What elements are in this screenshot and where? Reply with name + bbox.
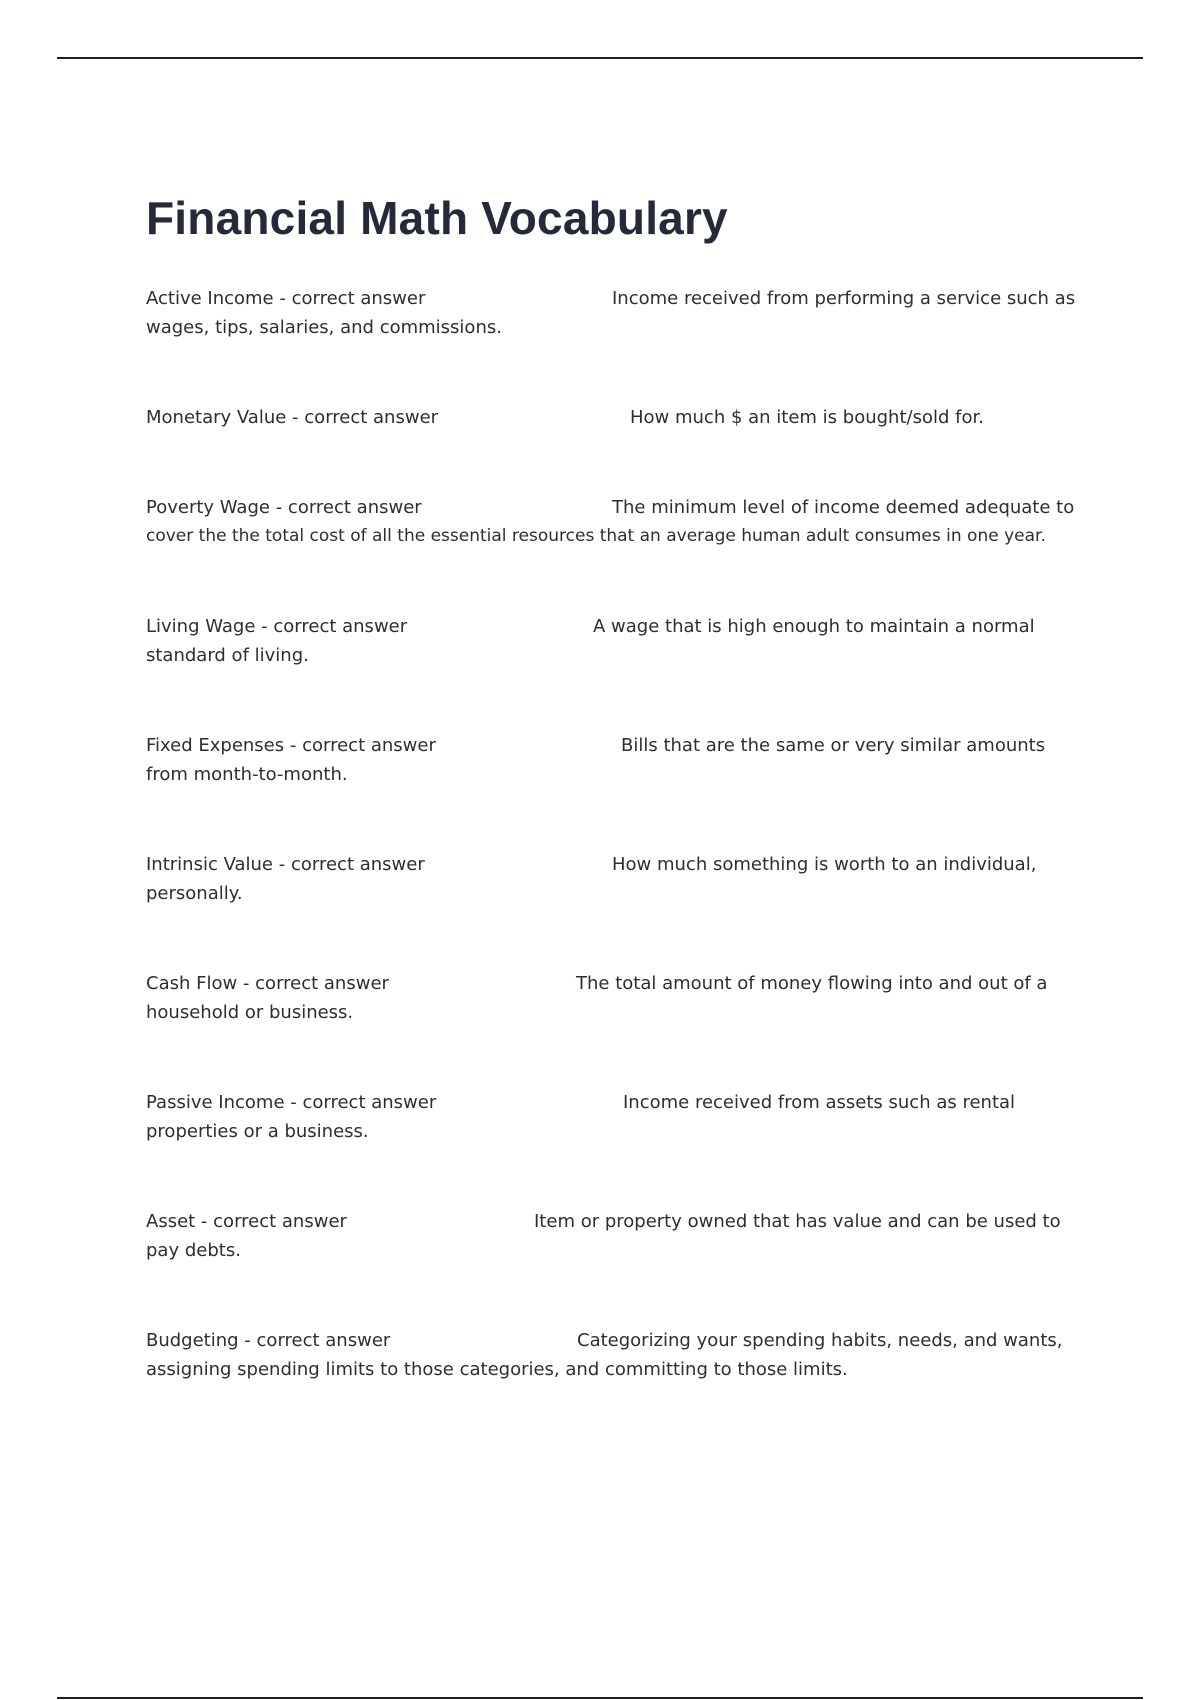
term-separator: - <box>237 973 256 994</box>
answer-label: correct answer <box>302 735 436 756</box>
top-rule <box>57 57 1143 59</box>
definition-first-line: The total amount of money flowing into and out of a <box>576 973 1048 994</box>
term-name: Asset <box>146 1211 196 1232</box>
definition-continuation: standard of living. <box>146 645 309 666</box>
definition-continuation: pay debts. <box>146 1240 241 1261</box>
document-body <box>146 190 1096 1445</box>
term-name: Living Wage <box>146 616 256 637</box>
term-name: Poverty Wage <box>146 497 270 518</box>
term-separator: - <box>238 1330 257 1351</box>
definition-first-line: Income received from performing a service such as <box>612 288 1076 309</box>
term-name: Active Income <box>146 288 274 309</box>
definition-continuation: household or business. <box>146 1002 354 1023</box>
answer-label: correct answer <box>287 497 422 518</box>
definition-continuation: assigning spending limits to those categories, and committing to those limits. <box>146 1359 848 1380</box>
definition-continuation: personally. <box>146 883 243 904</box>
term-entry <box>146 969 1096 1027</box>
term-entry <box>146 1326 1096 1384</box>
term-separator: - <box>195 1211 214 1232</box>
answer-label: correct answer <box>290 854 425 875</box>
term-separator: - <box>284 735 303 756</box>
definition-first-line: How much something is worth to an individual, <box>612 854 1037 875</box>
definition-continuation: from month-to-month. <box>146 764 348 785</box>
definition-first-line: Bills that are the same or very similar amounts <box>621 735 1046 756</box>
answer-label: correct answer <box>291 288 426 309</box>
definition-first-line: Item or property owned that has value and can be used to <box>534 1211 1061 1232</box>
term-name: Budgeting <box>146 1330 239 1351</box>
definition-continuation: cover the the total cost of all the essential resources that an average human adult consumes in one year. <box>146 526 1046 546</box>
term-separator: - <box>273 288 292 309</box>
term-entry <box>146 731 1096 789</box>
answer-label: correct answer <box>304 407 439 428</box>
definition-first-line: A wage that is high enough to maintain a normal <box>593 616 1035 637</box>
term-entry <box>146 403 1096 432</box>
term-entry <box>146 612 1096 670</box>
term-separator: - <box>284 1092 303 1113</box>
answer-label: correct answer <box>213 1211 347 1232</box>
document-title: Financial Math Vocabulary <box>146 192 728 244</box>
term-separator: - <box>273 854 291 875</box>
term-name: Intrinsic Value <box>146 854 274 875</box>
definition-first-line: Categorizing your spending habits, needs, and wants, <box>577 1330 1063 1351</box>
answer-label: correct answer <box>256 1330 391 1351</box>
bottom-rule <box>57 1697 1143 1699</box>
term-entry <box>146 284 1096 342</box>
definition-continuation: wages, tips, salaries, and commissions. <box>146 317 502 338</box>
term-entry <box>146 1207 1096 1265</box>
answer-label: correct answer <box>273 616 408 637</box>
term-entry <box>146 850 1096 908</box>
definition-continuation: properties or a business. <box>146 1121 369 1142</box>
answer-label: correct answer <box>255 973 389 994</box>
term-name: Passive Income <box>146 1092 285 1113</box>
definition-first-line: The minimum level of income deemed adequate to <box>612 497 1075 518</box>
answer-label: correct answer <box>302 1092 437 1113</box>
definition-first-line: How much $ an item is bought/sold for. <box>630 407 984 428</box>
term-separator: - <box>255 616 274 637</box>
term-separator: - <box>269 497 288 518</box>
definition-first-line: Income received from assets such as rental <box>623 1092 1016 1113</box>
term-name: Cash Flow <box>146 973 238 994</box>
term-name: Monetary Value <box>146 407 287 428</box>
term-separator: - <box>286 407 305 428</box>
term-entry <box>146 1088 1096 1146</box>
term-name: Fixed Expenses <box>146 735 285 756</box>
term-list <box>146 284 1096 1384</box>
term-entry <box>146 493 1096 551</box>
